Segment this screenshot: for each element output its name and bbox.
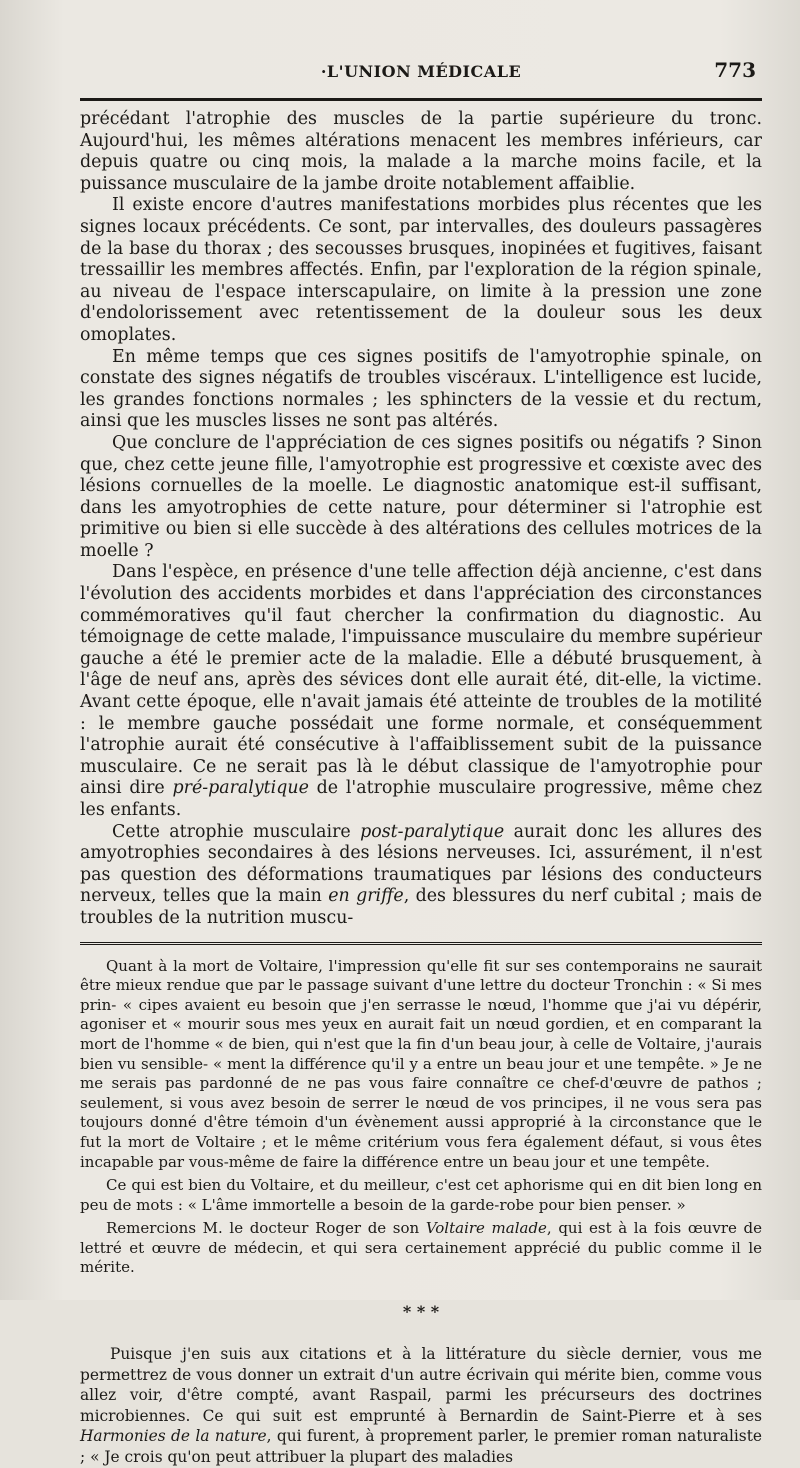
- header-rule: [80, 98, 762, 101]
- paragraph-5: [80, 562, 762, 821]
- paragraph-5-text-b: de l'atrophie musculaire progressive, même chez les enfants.: [80, 778, 762, 820]
- feuilleton-paragraph-4-text-b: , qui furent, à proprement parler, le premier roman naturaliste ; « Je crois qu'on peut attribuer la plupart des maladies: [80, 1427, 762, 1467]
- feuilleton-paragraph-3-text-b: , qui est à la fois œuvre de lettré et œuvre de médecin, et qui sera certainement apprécié du public comme il le mérite.: [80, 1219, 762, 1277]
- feuilleton-section: [80, 957, 762, 1279]
- feuilleton-paragraph-3: [80, 1219, 762, 1278]
- asterism-separator: * * *: [402, 1302, 440, 1322]
- paragraph-6-text-b: aurait donc les allures des amyotrophies secondaires à des lésions nerveuses. Ici, assurément, il n'est pas question des déformations traumatiques par lésions des conducteurs nerveux, telles que la main: [80, 821, 762, 907]
- feuilleton-paragraph-1: Quant à la mort de Voltaire, l'impression qu'elle fit sur ses contemporains ne saurait être mieux rendue que par le passage suivant d'une lettre du docteur Tronchin : « Si mes prin- « cipes avaient eu besoin que j'en serrasse le nœud, l'homme que j'ai vu dépérir, agoniser et « mourir sous mes yeux en aurait fait un nœud gordien, et en comparant la mort de l'homme « de bien, qui n'est que la fin d'un beau jour, à celle de Voltaire, j'aurais bien vu sensible- « ment la différence qu'il y a entre un beau jour et une tempête. » Je ne me serais pas pardonné de ne pas vous faire connaître ce chef-d'œuvre de pathos ; seulement, si vous avez besoin de serrer le nœud de vos principes, il ne vous sera pas toujours donné d'être témoin d'un évènement aussi approprié à la circonstance que le fut la mort de Voltaire ; et le même critérium vous fera également défaut, si vous êtes incapable par vous-même de faire la différence entre un beau jour et une tempête.: [80, 956, 762, 1171]
- paragraph-6: [80, 822, 762, 930]
- paragraph-5-text-a: Dans l'espèce, en présence d'une telle affection déjà ancienne, c'est dans l'évolution des accidents morbides et dans l'appréciation des circonstances commémoratives qu'il faut chercher la confirmation du diagnostic. Au témoignage de cette malade, l'impuissance musculaire du membre supérieur gauche a été le premier acte de la maladie. Elle a débuté brusquement, à l'âge de neuf ans, après des sévices dont elle aurait été, dit-elle, la victime. Avant cette époque, elle n'avait jamais été atteinte de troubles de la motilité : le membre gauche possédait une forme normale, et conséquemment l'atrophie aurait été consécutive à l'affaiblissement subit de la puissance musculaire. Ce ne serait pas là le début classique de l'amyotrophie pour ainsi dire: [80, 562, 762, 799]
- main-text: [80, 109, 762, 930]
- feuilleton-paragraph-3-italic: Voltaire malade: [425, 1219, 547, 1238]
- page-header: [80, 58, 762, 92]
- paragraph-6-text-a: Cette atrophie musculaire: [112, 821, 351, 842]
- feuilleton-continuation: [80, 1344, 762, 1468]
- paragraph-1: précédant l'atrophie des muscles de la partie supérieure du tronc. Aujourd'hui, les mêmes altérations menacent les membres inférieurs, car depuis quatre ou cinq mois, la malade a la marche moins facile, et la puissance musculaire de la jambe droite notablement affaiblie.: [80, 109, 762, 194]
- feuilleton-paragraph-4-italic: Harmonies de la nature: [80, 1427, 267, 1446]
- paragraph-5-italic: pré-paralytique: [172, 778, 309, 799]
- feuilleton-paragraph-3-text-a: Remercions M. le docteur Roger de son: [106, 1219, 420, 1238]
- feuilleton-paragraph-4-text-a: Puisque j'en suis aux citations et à la littérature du siècle dernier, vous me permettrez de vous donner un extrait d'un autre écrivain qui mérite bien, comme vous allez voir, d'être compté, avant Raspail, parmi les précurseurs des doctrines microbiennes. Ce qui suit est emprunté à Bernardin de Saint-Pierre et à ses: [80, 1345, 762, 1425]
- page-number: 773: [714, 58, 756, 82]
- paragraph-6-italic-2: en griffe: [328, 886, 404, 907]
- feuilleton-paragraph-2: Ce qui est bien du Voltaire, et du meilleur, c'est cet aphorisme qui en dit bien long en peu de mots : « L'âme immortelle a besoin de la garde-robe pour bien penser. »: [80, 1176, 762, 1214]
- running-head: ·L'UNION MÉDICALE: [320, 62, 522, 81]
- paragraph-6-italic-1: post-paralytique: [360, 821, 505, 842]
- paragraph-4: Que conclure de l'appréciation de ces signes positifs ou négatifs ? Sinon que, chez cette jeune fille, l'amyotrophie est progressive et cœxiste avec des lésions cornuelles de la moelle. Le diagnostic anatomique est-il suffisant, dans les amyotrophies de cette nature, pour déterminer si l'atrophie est primitive ou bien si elle succède à des altérations des cellules motrices de la moelle ?: [80, 432, 762, 561]
- feuilleton-paragraph-4: [80, 1344, 762, 1468]
- paragraph-6-text-c: , des blessures du nerf cubital ; mais de troubles de la nutrition muscu-: [80, 886, 762, 928]
- paragraph-2: Il existe encore d'autres manifestations morbides plus récentes que les signes locaux précédents. Ce sont, par intervalles, des douleurs passagères de la base du thorax ; des secousses brusques, inopinées et fugitives, faisant tressaillir les membres affectés. Enfin, par l'exploration de la région spinale, au niveau de l'espace interscapulaire, on limite à la pression une zone d'endolorissement avec retentissement de la douleur sous les deux omoplates.: [80, 195, 762, 345]
- paragraph-3: En même temps que ces signes positifs de l'amyotrophie spinale, on constate des signes négatifs de troubles viscéraux. L'intelligence est lucide, les grandes fonctions normales ; les sphincters de la vessie et du rectum, ainsi que les muscles lisses ne sont pas altérés.: [80, 346, 762, 432]
- section-divider: [80, 942, 762, 947]
